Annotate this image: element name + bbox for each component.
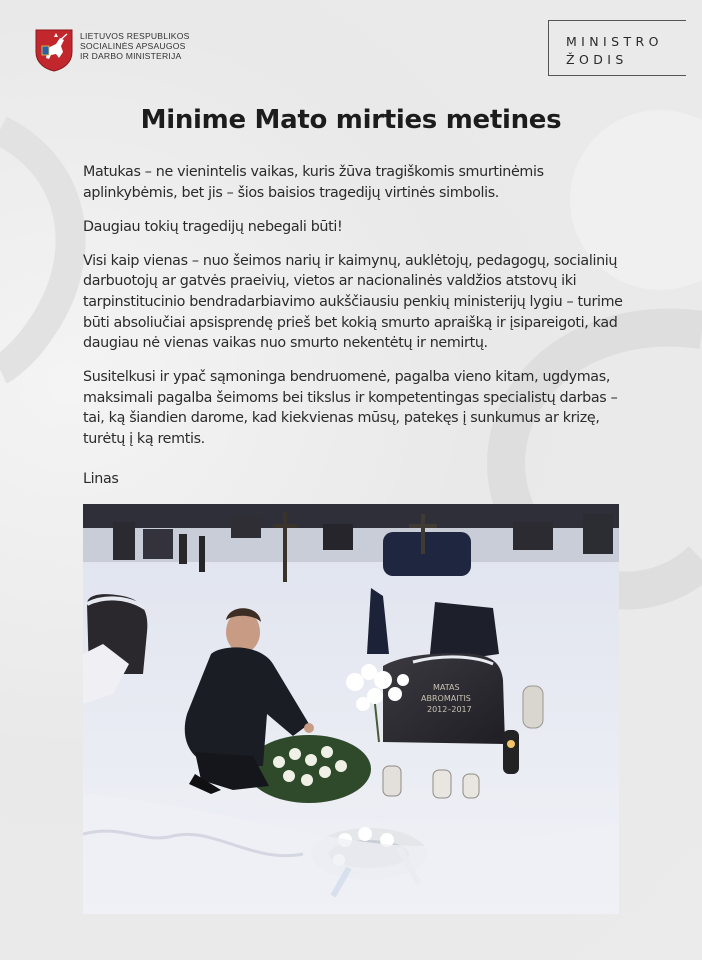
ministry-name-line: LIETUVOS RESPUBLIKOS xyxy=(80,31,190,41)
gravestone-surname: ABROMAITIS xyxy=(421,694,471,703)
ministry-logo[interactable] xyxy=(34,28,190,72)
badge-line: MINISTRO xyxy=(566,34,663,49)
ministry-name xyxy=(80,31,190,61)
ministry-name-line: SOCIALINĖS APSAUGOS xyxy=(80,41,186,51)
paragraph: Susitelkusi ir ypač sąmoninga bendruomenė, pagalba vieno kitam, ugdymas, maksimali pagalba šeimoms bei tikslus ir kompetentingas specialistų darbas – tai, ką šiandien darome, kad kiekvienas mūsų, patekęs į sunkumus ar krizę, turėtų į ką remtis. xyxy=(83,369,618,448)
gravestone-name: MATAS xyxy=(433,683,460,692)
paragraph: Daugiau tokių tragedijų nebegali būti! xyxy=(83,218,343,235)
cemetery-scene xyxy=(83,504,619,914)
badge-line: ŽODIS xyxy=(566,52,628,67)
signature: Linas xyxy=(83,470,119,487)
coat-of-arms-icon xyxy=(34,28,74,72)
page-title: Minime Mato mirties metines xyxy=(140,105,562,135)
paragraph: Visi kaip vienas – nuo šeimos narių ir kaimynų, auklėtojų, pedagogų, socialinių darbuotojų ar gatvės praeivių, vietos ar nacionalinės valdžios atstovų iki tarpinstitucinio bendradarbiavimo aukščiausiu penkių ministerijų lygiu – turime būti absoliučiai apsisprendę prieš bet kokią smurto apraišką ir įsipareigoti, kad daugiau nė vienas vaikas nuo smurto nekentėtų ir nemirtų. xyxy=(83,252,623,352)
memorial-photo[interactable] xyxy=(83,504,619,914)
section-badge xyxy=(548,20,686,76)
gravestone-years: 2012–2017 xyxy=(427,705,472,714)
ministry-name-line: IR DARBO MINISTERIJA xyxy=(80,51,182,61)
paragraph: Matukas – ne vienintelis vaikas, kuris žūva tragiškomis smurtinėmis aplinkybėmis, bet jis – šios baisios tragedijų virtinės simbolis. xyxy=(83,164,544,201)
article-body xyxy=(83,162,623,503)
